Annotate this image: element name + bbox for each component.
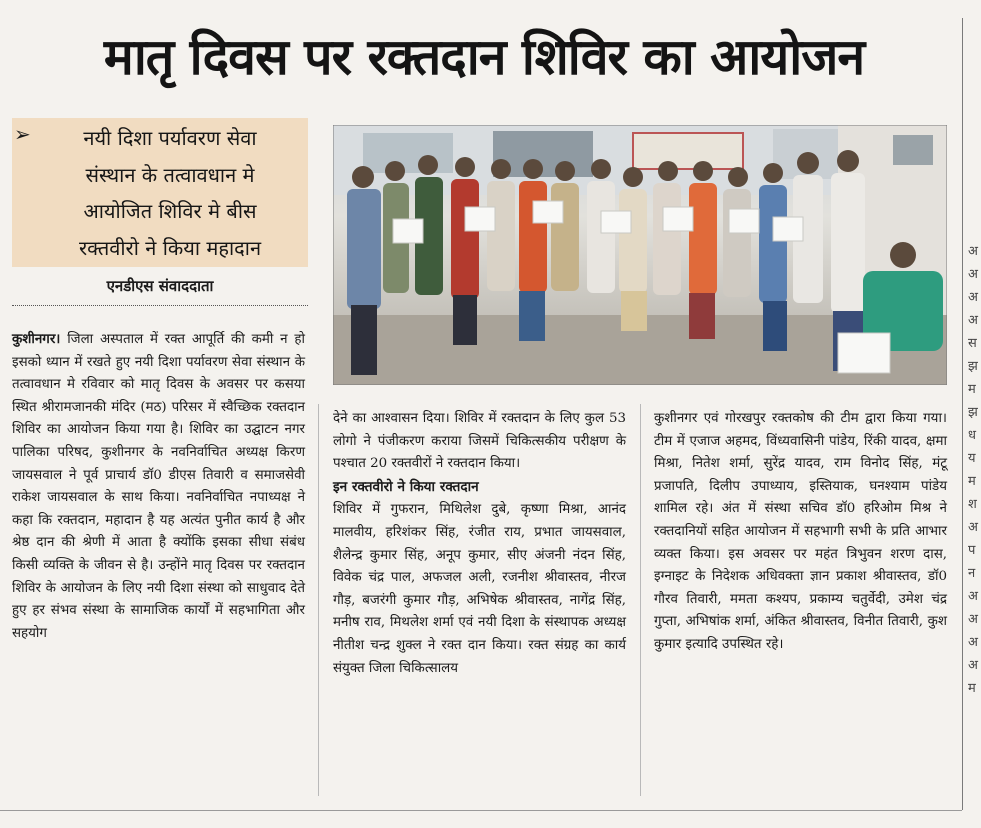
page-bottom-rule [0, 810, 962, 811]
headline: मातृ दिवस पर रक्तदान शिविर का आयोजन [103, 28, 865, 86]
byline: एनडीएस संवाददाता [106, 277, 214, 295]
column-2-text-b: शिविर में गुफरान, मिथिलेश दुबे, कृष्णा मिश्रा, आनंद मालवीय, हरिशंकर सिंह, रंजीत राय, प्रभात जायसवाल, शैलेन्द्र कुमार सिंह, अनूप कुमार, सीए अंजनी नंदन सिंह, विवेक चंद्र पाल, अफजल अली, रजनीश श्रीवास्तव, नीरज गौड़, बजरंगी कुमार गौड़, अभिषेक श्रीवास्तव, नागेंद्र सिंह, मनीष राव, मिथलेश शर्मा एवं नयी दिशा के संस्थापक अध्यक्ष नीतीश चन्द्र शुक्ल ने रक्त दान किया। रक्त संग्रह का कार्य संयुक्त जिला चिकित्सालय [333, 502, 626, 676]
photo-window [893, 135, 933, 165]
article-column-3 [654, 408, 947, 657]
group-photo [333, 125, 947, 385]
article-column-1 [12, 328, 305, 645]
article-column-2 [333, 408, 626, 680]
column-2-text-a: देने का आश्वासन दिया। शिविर में रक्तदान के लिए कुल 53 लोगो ने पंजीकरण कराया जिसमें चिकित्सकीय परीक्षण के पश्चात 20 रक्तवीरों ने रक्तदान किया। [333, 411, 626, 472]
column-divider [318, 404, 319, 796]
column-1-text: जिला अस्पताल में रक्त आपूर्ति की कमी न हो इसको ध्यान में रखते हुए नयी दिशा पर्यावरण सेवा संस्थान के तत्वावधान मे रविवार को मातृ दिवस के अवसर पर कसया स्थित श्रीरामजानकी मंदिर (मठ) परिसर में स्वैच्छिक रक्तदान शिविर का आयोजन किया गया है। शिविर का उद्घाटन नगर पालिका परिषद, कुशीनगर के नवनिर्वाचित अध्यक्ष किरण जायसवाल ने पूर्व प्राचार्य डॉ0 डीएस तिवारी व समाजसेवी राकेश जायसवाल के साथ किया। नवनिर्वाचित नपाध्यक्ष ने कहा कि रक्तदान, महादान है यह अत्यंत पुनीत कार्य है और श्रेष्ठ दान की श्रेणी में आता है क्योंकि इसका सीधा संबंध किसी व्यक्ति के जीवन से है। उन्होंने मातृ दिवस पर रक्तदान शिविर के आयोजन के लिए नयी दिशा संस्था को साधुवाद देते हुए हर संभव संस्था के सामाजिक कार्यों में सहभागिता और सहयोग [12, 332, 305, 641]
group-photo-illustration [333, 125, 947, 385]
photo-banner [633, 133, 743, 169]
adjacent-article-fragment [968, 240, 981, 800]
subheadline-box [12, 118, 308, 267]
photo-window [363, 133, 453, 173]
byline-divider [12, 305, 308, 306]
arrow-bullet-icon: ➢ [14, 122, 31, 146]
column-3-text: कुशीनगर एवं गोरखपुर रक्तकोष की टीम द्वारा किया गया। टीम में एजाज अहमद, विंध्यवासिनी पांडेय, रिंकी यादव, क्षमा मिश्रा, नितेश शर्मा, सुरेंद्र यादव, राम विनोद सिंह, मंटू प्रजापति, दिलीप उपाध्याय, इस्तियाक, घनश्याम पांडेय शामिल रहे। अंत में संस्था सचिव डॉ0 हरिओम मिश्र ने रक्तदानियों सहित आयोजन में सहभागी सभी के प्रति आभार व्यक्त किया। इस अवसर पर महंत त्रिभुवन शरण दास, इग्नाइट के निदेशक अधिवक्ता ज्ञान प्रकाश श्रीवास्तव, डॉ0 गौरव तिवारी, ममता कश्यप, प्रकाम्य चतुर्वेदी, उमेश चंद्र गुप्ता, अभिषांक शर्मा, अंकित श्रीवास्तव, विनीत तिवारी, कुश कुमार इत्यादि उपस्थित रहे। [654, 411, 947, 652]
right-column-divider [962, 18, 963, 810]
subheadline: नयी दिशा पर्यावरण सेवा संस्थान के तत्वावधान मे आयोजित शिविर मे बीस रक्तवीरो ने किया महादान [78, 126, 262, 260]
section-heading-donors: इन रक्तवीरो ने किया रक्तदान [333, 478, 479, 495]
adjacent-article-text: अ अ अ अ स झ म झ ध य म श अ प न अ अ अ अ म [968, 244, 978, 696]
dateline: कुशीनगर। [12, 331, 61, 347]
column-divider [640, 404, 641, 796]
